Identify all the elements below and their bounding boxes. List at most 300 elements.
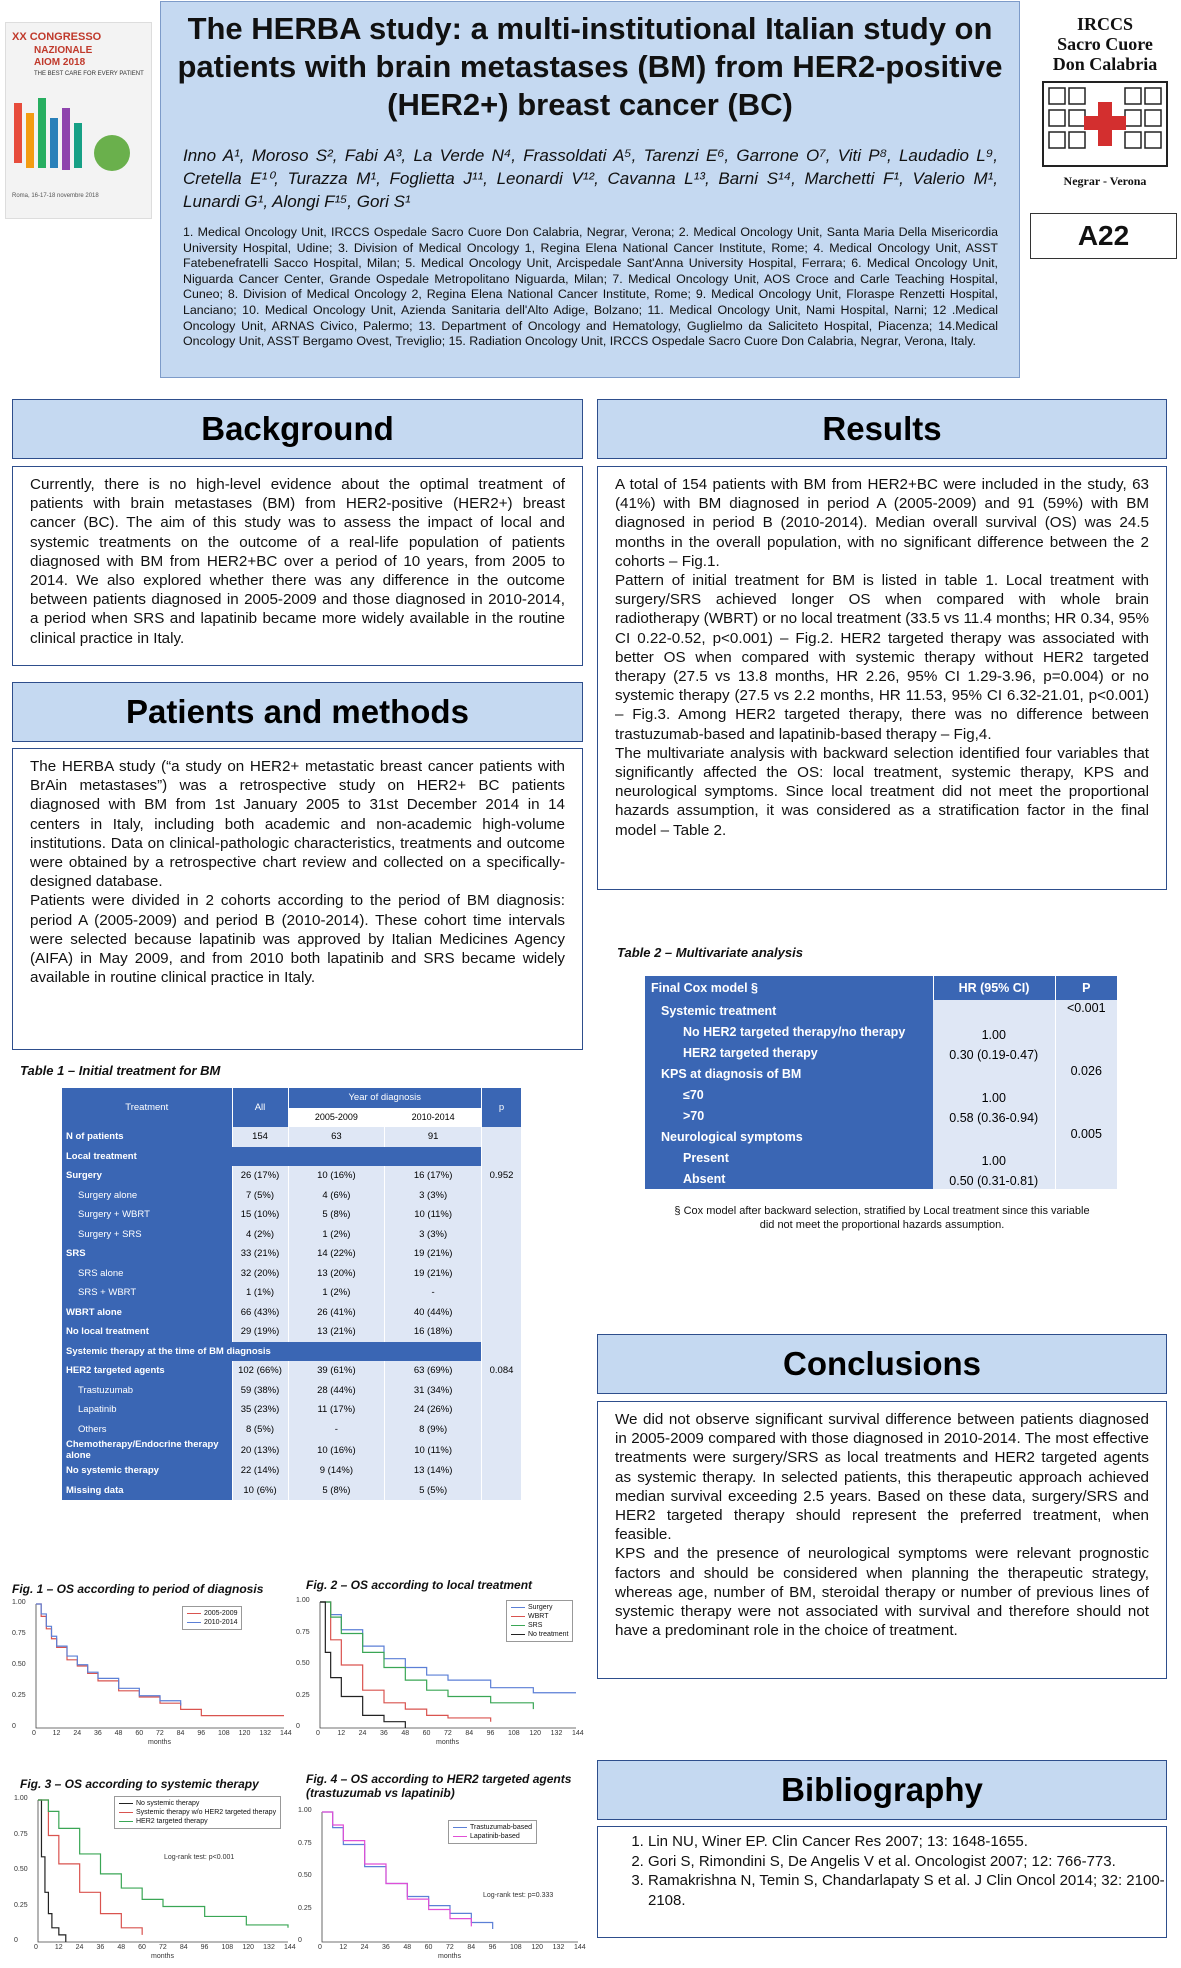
- table1-col-year: Year of diagnosis: [288, 1088, 482, 1108]
- table1-row: [62, 1420, 522, 1440]
- x-tick-label: 108: [510, 1944, 522, 1951]
- x-tick-label: 60: [422, 1730, 431, 1737]
- table1-cell-p: [482, 1461, 522, 1481]
- table1-cell-all: 33 (21%): [232, 1244, 288, 1264]
- table1-row-label: SRS alone: [62, 1264, 232, 1284]
- background-paragraph: Currently, there is no high-level evidence about the optimal treatment of patients with brain metastases (BM) from HER2-positive (HER2+) breast cancer (BC). The aim of this study was to assess the impact of local and systemic treatments on the outcome of a real-life population of patients diagnosed with BM from HER2+BC over a period of 10 years, from 2005 to 2014. We also explored whether there was any difference in the outcome between patients diagnosed in 2005-2009 and those diagnosed in 2010-2014, a period when SRS and lapatinib became more widely available in the routine clinical practice in Italy.: [30, 476, 565, 647]
- y-tick-label: 0.75: [296, 1628, 310, 1636]
- table1-cell-period-b: 40 (44%): [385, 1303, 482, 1323]
- table1-cell-all: 4 (2%): [232, 1225, 288, 1245]
- table2-caption: Table 2 – Multivariate analysis: [617, 945, 803, 960]
- legend-entry: [119, 1808, 276, 1817]
- legend-entry: [187, 1618, 237, 1627]
- table1-cell-p: [482, 1303, 522, 1323]
- chart-legend: [448, 1820, 537, 1844]
- bibliography-heading-text: Bibliography: [781, 1771, 983, 1808]
- table1-row-label: HER2 targeted agents: [62, 1361, 232, 1381]
- table1-row: [62, 1481, 522, 1501]
- x-tick-label: 0: [316, 1730, 320, 1737]
- table1-cell-period-b: -: [385, 1283, 482, 1303]
- table1-cell-period-a: 11 (17%): [288, 1400, 385, 1420]
- y-tick-label: 0.50: [12, 1661, 26, 1668]
- table2-item-label: No HER2 targeted therapy/no therapy: [645, 1021, 933, 1042]
- table2-item-label: ≤70: [645, 1084, 933, 1105]
- table1-cell-p: [482, 1439, 522, 1461]
- legend-label: 2010-2014: [204, 1619, 238, 1626]
- x-tick-label: 144: [280, 1730, 292, 1737]
- legend-entry: [511, 1612, 568, 1621]
- legend-entry: [511, 1630, 568, 1639]
- authors: Inno A¹, Moroso S², Fabi A³, La Verde N⁴, Frassoldati A⁵, Tarenzi E⁶, Garrone O⁷, Viti P⁸, Laudadio L⁹, Cretella E¹⁰, Turazza M¹, Foglietta J¹¹, Leonardi V¹², Cavanna L¹³, Barni S¹⁴, Marchetti F¹, Valerio M¹, Lunardi G¹, Alongi F¹⁵, Gori S¹: [183, 146, 998, 211]
- bibliography-list: [612, 1832, 1181, 1910]
- bibliography-heading: [597, 1760, 1167, 1820]
- table1-cell-period-b: 16 (18%): [385, 1322, 482, 1342]
- y-tick-label: 0.75: [12, 1630, 26, 1637]
- fig2-caption: Fig. 2 – OS according to local treatment: [306, 1578, 533, 1592]
- table2-hr-cell: [933, 1000, 1055, 1063]
- table1-row-label: WBRT alone: [62, 1303, 232, 1323]
- x-tick-label: 48: [403, 1944, 412, 1951]
- table1-col-all: All: [232, 1088, 288, 1127]
- x-tick-label: 132: [259, 1730, 272, 1737]
- x-tick-label: 60: [138, 1944, 146, 1951]
- legend-swatch: [119, 1803, 133, 1804]
- table1-cell-p: [482, 1147, 522, 1167]
- x-tick-label: 0: [32, 1730, 36, 1737]
- table1-cell-p: [482, 1244, 522, 1264]
- legend-entry: [453, 1823, 532, 1832]
- x-axis-label: months: [151, 1953, 174, 1960]
- x-tick-label: 96: [486, 1730, 495, 1737]
- table1-cell-p: [482, 1205, 522, 1225]
- y-tick-label: 0.25: [14, 1901, 28, 1909]
- background-heading-text: Background: [201, 410, 394, 447]
- table2-col-model: Final Cox model §: [645, 976, 933, 1000]
- institution-logo-line2: Sacro Cuore: [1057, 34, 1153, 54]
- conclusions-paragraph-2: KPS and the presence of neurological symptoms were relevant prognostic factors and should be considered when planning the therapeutic strategy, whereas age, number of BM, steroidal therapy or number of previous lines of systemic therapy were not associated with survival and therefore should not have a predominant role in the choice of treatment.: [615, 1545, 1149, 1640]
- table1-row: [62, 1244, 522, 1264]
- table2-hr-cell: [933, 1126, 1055, 1189]
- table2-item-label: >70: [645, 1105, 933, 1126]
- table1-row-label: Lapatinib: [62, 1400, 232, 1420]
- table1-cell-period-a: 63: [288, 1127, 385, 1147]
- bibliography-item: 3. Ramakrishna N, Temin S, Chandarlapaty S et al. J Clin Oncol 2014; 32: 2100-2108.: [648, 1871, 1181, 1910]
- legend-label: HER2 targeted therapy: [136, 1818, 208, 1825]
- x-axis-label: months: [438, 1953, 461, 1960]
- background-heading: [12, 399, 583, 459]
- poster-id-badge: [1030, 213, 1177, 259]
- legend-swatch: [511, 1607, 525, 1608]
- table1-cell-p: [482, 1127, 522, 1147]
- table2-col-p: P: [1055, 976, 1117, 1000]
- table2-hr-value: 1.00: [981, 1028, 1006, 1042]
- x-tick-label: 48: [401, 1730, 410, 1737]
- table1-cell-all: 35 (23%): [232, 1400, 288, 1420]
- table1-row: [62, 1264, 522, 1284]
- results-paragraph-2: Pattern of initial treatment for BM is listed in table 1. Local treatment with surgery/SRS achieved longer OS when compared with whole brain radiotherapy (WBRT) or no local treatment (33.5 vs 11.4 months; HR 0.34, 95% CI 0.22-0.52, p<0.001) – Fig.2. HER2 targeted therapy was associated with better OS when compared with systemic therapy without HER2 targeted therapy (27.5 vs 13.8 months, HR 2.26, 95% CI 1.29-3.96, p=0.004) or no systemic therapy (27.5 vs 2.2 months, HR 11.53, 95% CI 6.32-21.01, p<0.001) – Fig.3. Among HER2 targeted therapy, there was no difference between trastuzumab-based and lapatinib-based therapy – Fig,4.: [615, 572, 1149, 743]
- table1-cell-p: [482, 1420, 522, 1440]
- axis-lines: [36, 1604, 284, 1728]
- table2-p-value: 0.026: [1055, 1063, 1117, 1126]
- x-tick-label: 36: [94, 1730, 102, 1737]
- table1-row-label: SRS: [62, 1244, 232, 1264]
- results-paragraph-3: The multivariate analysis with backward selection identified four variables that significantly affected the OS: local treatment, systemic therapy, KPS and neurological symptoms. Since local treatment did not meet the proportional hazards assumption, it was considered as a stratification factor in the final model – Table 2.: [615, 744, 1149, 839]
- table1-row: [62, 1127, 522, 1147]
- table1-cell-period-b: 10 (11%): [385, 1205, 482, 1225]
- table1-row-label: Others: [62, 1420, 232, 1440]
- conclusions-heading-text: Conclusions: [782, 1345, 982, 1382]
- table2-hr-value: 0.50 (0.31-0.81): [949, 1174, 1039, 1188]
- poster-id: A22: [1077, 220, 1130, 251]
- table1: [62, 1088, 522, 1500]
- table1-col-period-a: 2005-2009: [288, 1108, 385, 1128]
- x-tick-label: 0: [318, 1944, 322, 1951]
- x-tick-label: 108: [218, 1730, 230, 1737]
- table1-cell-period-b: 8 (9%): [385, 1420, 482, 1440]
- chart-legend: [114, 1796, 281, 1829]
- fig1-svg: [12, 1598, 292, 1748]
- poster-title: The HERBA study: a multi-institutional Italian study on patients with brain metastases (BM) from HER2-positive (HER2+) breast cancer (BC): [177, 11, 1003, 122]
- table1-cell-period-a: -: [288, 1420, 385, 1440]
- km-curve-1: [36, 1604, 181, 1706]
- km-curve-2: [320, 1602, 533, 1709]
- table2-group-label: Systemic treatment: [645, 1000, 933, 1021]
- table1-col-treatment: Treatment: [62, 1088, 232, 1127]
- table1-cell-p: [482, 1225, 522, 1245]
- legend-swatch: [511, 1634, 525, 1635]
- table1-cell-period-a: 28 (44%): [288, 1381, 385, 1401]
- x-tick-label: 144: [574, 1944, 586, 1951]
- legend-swatch: [511, 1616, 525, 1617]
- table1-row: [62, 1225, 522, 1245]
- table1-cell-all: 59 (38%): [232, 1381, 288, 1401]
- table1-cell-all: 102 (66%): [232, 1361, 288, 1381]
- legend-entry: [119, 1817, 276, 1826]
- y-tick-label: 0.50: [296, 1660, 310, 1667]
- chart-legend: [506, 1600, 573, 1642]
- table2-p-value: <0.001: [1055, 1000, 1117, 1063]
- table1-row-label: No systemic therapy: [62, 1461, 232, 1481]
- congress-logo-graphic: [12, 93, 140, 183]
- y-tick-label: 0.50: [14, 1866, 28, 1873]
- background-text: [12, 466, 583, 657]
- table1-col-period-b: 2010-2014: [385, 1108, 482, 1128]
- institution-logo-line3: Don Calabria: [1052, 54, 1158, 74]
- table1-cell-all: 26 (17%): [232, 1166, 288, 1186]
- y-tick-label: 1.00: [14, 1795, 28, 1802]
- building-cross-icon: [1037, 74, 1173, 174]
- x-tick-label: 72: [444, 1730, 452, 1737]
- legend-label: Lapatinib-based: [470, 1833, 520, 1840]
- table2: [645, 976, 1117, 1189]
- x-tick-label: 120: [531, 1944, 544, 1951]
- legend-swatch: [119, 1812, 133, 1813]
- table1-cell-all: 22 (14%): [232, 1461, 288, 1481]
- congress-logo: [5, 22, 152, 219]
- table2-hr-value: 1.00: [981, 1091, 1006, 1105]
- x-tick-label: 144: [284, 1944, 296, 1951]
- congress-logo-line2: NAZIONALE: [34, 45, 93, 56]
- table2-group-row: [645, 1126, 1117, 1147]
- table2-footnote: § Cox model after backward selection, stratified by Local treatment since this variable did not meet the proportional hazards assumption.: [674, 1205, 1090, 1231]
- results-text: [597, 466, 1167, 849]
- y-tick-label: 0: [296, 1723, 300, 1730]
- x-tick-label: 132: [550, 1730, 563, 1737]
- table1-cell-period-a: 5 (8%): [288, 1205, 385, 1225]
- methods-text: [12, 748, 583, 996]
- legend-swatch: [453, 1836, 467, 1837]
- table1-cell-all: 1 (1%): [232, 1283, 288, 1303]
- table1-cell-p: 0.952: [482, 1166, 522, 1186]
- legend-entry: [453, 1832, 532, 1841]
- table1-row: [62, 1303, 522, 1323]
- x-tick-label: 84: [465, 1730, 474, 1737]
- legend-entry: [511, 1621, 568, 1630]
- table1-cell-p: [482, 1481, 522, 1501]
- x-tick-label: 132: [552, 1944, 565, 1951]
- x-tick-label: 120: [238, 1730, 251, 1737]
- table1-row-label: Surgery: [62, 1166, 232, 1186]
- legend-swatch: [453, 1827, 467, 1828]
- table1-cell-period-b: 10 (11%): [385, 1439, 482, 1461]
- x-tick-label: 120: [242, 1944, 255, 1951]
- legend-label: Surgery: [528, 1604, 553, 1611]
- table1-row: [62, 1283, 522, 1303]
- congress-logo-line1: XX CONGRESSO: [12, 31, 102, 43]
- table2-hr-cell: [933, 1063, 1055, 1126]
- affiliations: 1. Medical Oncology Unit, IRCCS Ospedale Sacro Cuore Don Calabria, Negrar, Verona; 2. Medical Oncology Unit, Santa Maria Della Misericordia University Hospital, Udine; 3. Division of Medical Oncology 1, Regina Elena National Cancer Institute, Rome; 4. Medical Oncology Unit, ASST Fatebenefratelli Sacco Hospital, Milan; 5. Medical Oncology Unit, Arcispedale Sant'Anna University Hospital, Ferrara; 6. Medical Oncology Unit, Niguarda Cancer Center, Grande Ospedale Metropolitano Niguarda, Milan; 7. Medical Oncology Unit, AOS Croce and Carle Teaching Hospital, Cuneo; 8. Division of Medical Oncology 2, Regina Elena National Cancer Institute, Rome; 9. Medical Oncology Unit, Floraspe Renzetti Hospital, Lanciano; 10. Medical Oncology Unit, Azienda Sanitaria dell'Alto Adige, Bolzano; 11. Medical Oncology Unit, Nami Hospital, Narni; 12 .Medical Oncology Unit, ARNAS Civico, Palermo; 13. Department of Oncology and Hematology, Guglielmo da Saliciteto Hospital, Piacenza; 14.Medical Oncology Unit, ASST Bergamo Ovest, Treviglio; 15. Radiation Oncology Unit, IRCCS Ospedale Sacro Cuore Don Calabria, Negrar, Verona, Italy.: [183, 225, 998, 349]
- x-tick-label: 24: [75, 1944, 84, 1951]
- table2-item-label: Present: [645, 1147, 933, 1168]
- table2-group-label: Neurological symptoms: [645, 1126, 933, 1147]
- x-tick-label: 36: [96, 1944, 105, 1951]
- table1-row-label: Chemotherapy/Endocrine therapy alone: [62, 1439, 232, 1461]
- results-paragraph-1: A total of 154 patients with BM from HER2+BC were included in the study, 63 (41%) with BM diagnosed in period A (2005-2009) and 91 (59%) with BM diagnosed in period B (2010-2014). Median overall survival (OS) was 24.5 months in the overall population, with no significant difference between the 2 cohorts – Fig.1.: [615, 476, 1149, 570]
- x-tick-label: 0: [34, 1944, 38, 1951]
- table1-cell-p: [482, 1186, 522, 1206]
- title-box: [160, 1, 1020, 378]
- table1-cell-p: 0.084: [482, 1361, 522, 1381]
- table1-row: [62, 1186, 522, 1206]
- x-tick-label: 84: [467, 1944, 476, 1951]
- conclusions-heading: [597, 1334, 1167, 1394]
- x-tick-label: 84: [176, 1730, 185, 1737]
- table1-col-p: p: [482, 1088, 522, 1127]
- table1-cell-period-b: 3 (3%): [385, 1225, 482, 1245]
- x-tick-label: 108: [221, 1944, 234, 1951]
- x-tick-label: 108: [508, 1730, 520, 1737]
- table1-cell-period-a: 39 (61%): [288, 1361, 385, 1381]
- bibliography-item: 1. Lin NU, Winer EP. Clin Cancer Res 2007; 13: 1648-1655.: [648, 1832, 1181, 1852]
- congress-logo-line3: AIOM 2018: [34, 57, 86, 68]
- legend-label: WBRT: [528, 1613, 549, 1620]
- x-tick-label: 96: [197, 1730, 206, 1737]
- x-tick-label: 48: [114, 1730, 123, 1737]
- legend-label: No systemic therapy: [136, 1800, 200, 1807]
- legend-swatch: [187, 1622, 201, 1623]
- legend-label: Trastuzumab-based: [470, 1824, 532, 1831]
- congress-logo-place: Roma, 16-17-18 novembre 2018: [12, 193, 99, 199]
- x-tick-label: 96: [200, 1944, 209, 1951]
- institution-logo: [1037, 14, 1173, 200]
- legend-entry: [187, 1609, 237, 1618]
- table1-row: [62, 1400, 522, 1420]
- table2-hr-value: 0.58 (0.36-0.94): [949, 1111, 1039, 1125]
- table1-cell-period-a: 14 (22%): [288, 1244, 385, 1264]
- x-tick-label: 12: [339, 1944, 348, 1951]
- table1-cell-period-b: 91: [385, 1127, 482, 1147]
- methods-paragraph-1: The HERBA study (“a study on HER2+ metastatic breast cancer patients with BrAin metastases”) was a retrospective study on HER2+ BC patients diagnosed with BM from 1st January 2005 to 31st December 2014 in 14 centers in Italy, including both academic and non-academic high-volume institutions. Data on clinical-pathologic characteristics, treatments and outcome were obtained by a retrospective chart review and collected on a specifically-designed database.: [30, 758, 565, 891]
- y-tick-label: 0: [14, 1937, 18, 1944]
- legend-swatch: [511, 1625, 525, 1626]
- legend-swatch: [187, 1613, 201, 1614]
- table1-cell-all: 32 (20%): [232, 1264, 288, 1284]
- y-tick-label: 0.25: [12, 1692, 26, 1699]
- table1-row: [62, 1361, 522, 1381]
- table2-hr-value: 0.30 (0.19-0.47): [949, 1048, 1039, 1062]
- table1-cell-period-b: 16 (17%): [385, 1166, 482, 1186]
- fig3-chart: [14, 1794, 296, 1962]
- table1-cell-period-b: 13 (14%): [385, 1461, 482, 1481]
- institution-logo-footer: Negrar - Verona: [1063, 174, 1147, 188]
- y-tick-label: 0: [298, 1937, 302, 1944]
- table1-cell-p: [482, 1264, 522, 1284]
- table1-cell-period-a: 1 (2%): [288, 1225, 385, 1245]
- x-tick-label: 84: [179, 1944, 188, 1951]
- x-tick-label: 144: [572, 1730, 584, 1737]
- x-tick-label: 132: [263, 1944, 275, 1951]
- bibliography-item: 2. Gori S, Rimondini S, De Angelis V et al. Oncologist 2007; 12: 766-773.: [648, 1852, 1181, 1872]
- methods-heading: [12, 682, 583, 742]
- x-tick-label: 36: [380, 1730, 388, 1737]
- chart-legend: [182, 1606, 242, 1630]
- table1-row: [62, 1439, 522, 1461]
- legend-swatch: [119, 1821, 133, 1822]
- y-tick-label: 0.25: [296, 1691, 310, 1699]
- x-tick-label: 48: [117, 1944, 126, 1951]
- table1-cell-period-a: 4 (6%): [288, 1186, 385, 1206]
- table1-cell-p: [482, 1283, 522, 1303]
- table2-p-value: 0.005: [1055, 1126, 1117, 1189]
- x-tick-label: 60: [135, 1730, 144, 1737]
- table1-cell-period-a: 13 (21%): [288, 1322, 385, 1342]
- table1-cell-p: [482, 1322, 522, 1342]
- table1-cell-p: [482, 1400, 522, 1420]
- y-tick-label: 1.00: [298, 1807, 312, 1814]
- table1-row: [62, 1322, 522, 1342]
- table1-cell-period-a: 10 (16%): [288, 1166, 385, 1186]
- y-tick-label: 0.25: [298, 1904, 312, 1912]
- fig4-svg: [298, 1806, 586, 1962]
- fig3-caption: Fig. 3 – OS according to systemic therapy: [20, 1777, 259, 1791]
- y-tick-label: 1.00: [296, 1597, 310, 1604]
- methods-heading-text: Patients and methods: [126, 693, 469, 730]
- conclusions-text: [597, 1401, 1167, 1649]
- table1-cell-period-a: 26 (41%): [288, 1303, 385, 1323]
- legend-label: SRS: [528, 1622, 543, 1629]
- x-tick-label: 24: [358, 1730, 367, 1737]
- table1-cell-period-b: 3 (3%): [385, 1186, 482, 1206]
- table2-group-label: KPS at diagnosis of BM: [645, 1063, 933, 1084]
- table2-item-label: HER2 targeted therapy: [645, 1042, 933, 1063]
- table1-row: [62, 1342, 522, 1362]
- x-tick-label: 72: [159, 1944, 167, 1951]
- table2-item-label: Absent: [645, 1168, 933, 1189]
- table1-row-label: Surgery + WBRT: [62, 1205, 232, 1225]
- institution-logo-line1: IRCCS: [1076, 14, 1133, 34]
- x-axis-label: months: [148, 1739, 171, 1746]
- table1-cell-all: 7 (5%): [232, 1186, 288, 1206]
- logrank-annotation: Log-rank test: p<0.001: [164, 1854, 235, 1861]
- table1-row-label: Missing data: [62, 1481, 232, 1501]
- x-tick-label: 24: [360, 1944, 369, 1951]
- legend-entry: [119, 1799, 276, 1808]
- table1-cell-period-b: 5 (5%): [385, 1481, 482, 1501]
- table1-cell-period-a: 9 (14%): [288, 1461, 385, 1481]
- x-tick-label: 12: [54, 1944, 63, 1951]
- table1-header-row: [62, 1088, 522, 1108]
- table1-cell-all: 20 (13%): [232, 1439, 288, 1461]
- results-heading-text: Results: [822, 410, 942, 447]
- colorful-bars-graphic: [12, 93, 140, 183]
- table1-row: [62, 1147, 522, 1167]
- fig2-chart: [296, 1596, 584, 1748]
- table1-caption: Table 1 – Initial treatment for BM: [20, 1063, 221, 1078]
- table1-row: [62, 1205, 522, 1225]
- x-tick-label: 60: [424, 1944, 433, 1951]
- legend-label: No treatment: [528, 1631, 569, 1638]
- x-tick-label: 72: [156, 1730, 164, 1737]
- table1-cell-all: 66 (43%): [232, 1303, 288, 1323]
- congress-logo-tagline: THE BEST CARE FOR EVERY PATIENT: [34, 71, 144, 77]
- table1-row-label: Surgery + SRS: [62, 1225, 232, 1245]
- table1-cell-period-a: 10 (16%): [288, 1439, 385, 1461]
- table1-row-label: No local treatment: [62, 1322, 232, 1342]
- table1-cell-all: 29 (19%): [232, 1322, 288, 1342]
- table1-cell-p: [482, 1381, 522, 1401]
- table1-cell-period-b: 19 (21%): [385, 1244, 482, 1264]
- y-tick-label: 0.75: [298, 1839, 312, 1847]
- table1-cell-period-a: 1 (2%): [288, 1283, 385, 1303]
- table1-row: [62, 1381, 522, 1401]
- y-tick-label: 0.50: [298, 1872, 312, 1879]
- legend-entry: [511, 1603, 568, 1612]
- table2-col-hr: HR (95% CI): [933, 976, 1055, 1000]
- x-tick-label: 120: [529, 1730, 542, 1737]
- fig4-caption: Fig. 4 – OS according to HER2 targeted agents (trastuzumab vs lapatinib): [306, 1772, 572, 1800]
- legend-label: Systemic therapy w/o HER2 targeted therapy: [136, 1809, 277, 1816]
- table1-cell-period-a: 5 (8%): [288, 1481, 385, 1501]
- table1-row: [62, 1461, 522, 1481]
- table1-row-label: Surgery alone: [62, 1186, 232, 1206]
- methods-paragraph-2: Patients were divided in 2 cohorts according to the period of BM diagnosis: period A (2005-2009) and period B (2010-2014). These cohort time intervals were selected because lapatinib was approved by Italian Medicines Agency (AIFA) in May 2009, and from 2010 both lapatinib and SRS became widely available in routine clinical practice in Italy.: [30, 892, 565, 987]
- conclusions-paragraph-1: We did not observe significant survival difference between patients diagnosed in 2005-2009 compared with those diagnosed in 2010-2014. The most effective treatments were surgery/SRS as local treatments and HER2 targeted agents as systemic therapy. In selected patients, this therapeutic approach achieved median survival exceeding 2.5 years. Based on these data, surgery/SRS and HER2 targeted therapy should represent the preferred treatment, when feasible.: [615, 1411, 1149, 1544]
- x-tick-label: 12: [52, 1730, 61, 1737]
- x-tick-label: 96: [488, 1944, 497, 1951]
- table1-cell-all: 8 (5%): [232, 1420, 288, 1440]
- table1-cell-all: 154: [232, 1127, 288, 1147]
- table1-section-label: Local treatment: [62, 1147, 482, 1167]
- results-heading: [597, 399, 1167, 459]
- logrank-annotation: Log-rank test: p=0.333: [483, 1892, 554, 1899]
- x-tick-label: 72: [446, 1944, 454, 1951]
- table1-row-label: SRS + WBRT: [62, 1283, 232, 1303]
- table1-section-label: Systemic therapy at the time of BM diagnosis: [62, 1342, 482, 1362]
- table1-cell-all: 10 (6%): [232, 1481, 288, 1501]
- x-tick-label: 24: [73, 1730, 82, 1737]
- y-tick-label: 0.75: [14, 1830, 28, 1838]
- table1-row: [62, 1166, 522, 1186]
